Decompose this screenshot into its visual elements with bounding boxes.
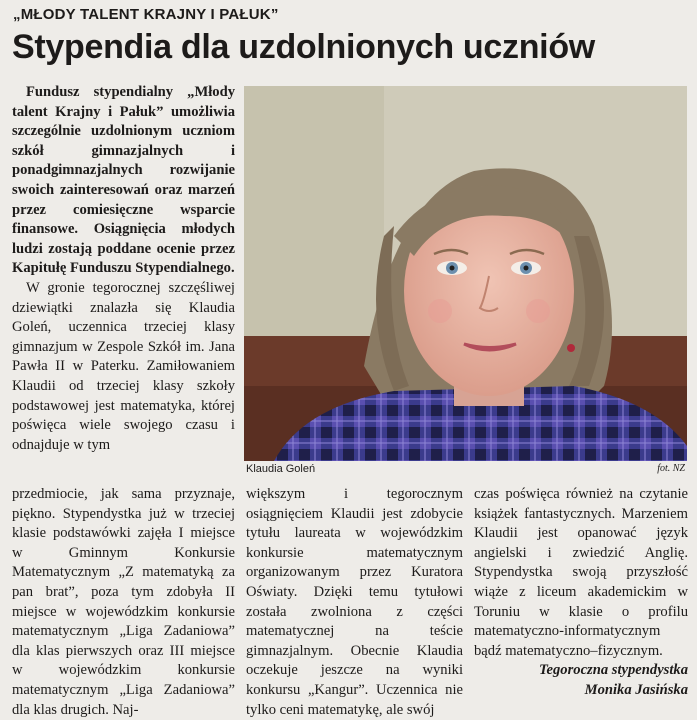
- body-paragraph-column-2: większym i tegorocznym osiągnięciem Klaudii jest zdobycie tytułu laureata w wojewódzkim konkursie matematycznym organizowanym przez Kuratora Oświaty. Dzięki temu tytułowi została zwolniona z części matematycznej na teście gimnazjalnym. Obecnie Klaudia oczekuje jeszcze na wyniki konkursu „Kangur”. Uczennica nie tylko ceni matematykę, ale swój: [246, 486, 463, 718]
- byline-title: Tegoroczna stypendystka: [538, 662, 688, 679]
- kicker: „MŁODY TALENT KRAJNY I PAŁUK”: [13, 6, 279, 23]
- body-paragraph: W gronie tegorocznej szczęśliwej dziewiątki znalazła się Klaudia Goleń, uczennica trzeciej klasy gimnazjum w Zespole Szkół im. Jana Pawła II w Paterku. Zamiłowaniem Klaudii od trzeciej klasy szkoły podstawowej jest matematyka, której poświęca wiele swojego czasu i odnajduje w tym: [12, 279, 235, 453]
- column-3: [474, 485, 688, 701]
- column-1-bottom: [12, 485, 235, 720]
- body-paragraph-continued: przedmiocie, jak sama przyznaje, piękno. Stypendystka już w trzeciej klasie podstawówki zajęła I miejsce w Gminnym Konkursie Matematycznym „Z matematyką za pan brat”, poza tym zdobyła II miejsce w wojewódzkim konkursie matematycznym „Liga Zadaniowa” dla klas pierwszych oraz III miejsce w wojewódzkim konkursie matematycznym „Liga Zadaniowa” dla klas drugich. Naj-: [12, 486, 235, 718]
- column-1-top: [12, 83, 235, 455]
- column-2: [246, 485, 463, 720]
- byline-author: Monika Jasińska: [584, 681, 688, 698]
- portrait-illustration: [244, 86, 687, 461]
- lead-paragraph: Fundusz stypendialny „Młody talent Krajny i Pałuk” umożliwia szczególnie uzdolnionym uczniom szkół gimnazjalnych i ponadgimnazjalnych rozwijanie swoich zainteresowań oraz marzeń przez comiesięczne wsparcie finansowe. Osiągnięcia młodych ludzi zostają poddane ocenie przez Kapitułę Funduszu Stypendialnego.: [12, 84, 235, 277]
- photo-credit: fot. NZ: [657, 463, 685, 474]
- photo-caption: Klaudia Goleń: [246, 463, 316, 475]
- portrait-photo: [244, 86, 687, 461]
- headline: Stypendia dla uzdolnionych uczniów: [12, 28, 595, 66]
- body-paragraph-column-3: czas poświęca również na czytanie książek fantastycznych. Marzeniem Klaudii jest opanować język angielski i zwiedzić Anglię. Stypendystka swoją przyszłość wiąże z liceum akademickim w Toruniu w klasie o profilu matematyczno-informatycznym bądź matematyczno–fizycznym.: [474, 486, 688, 659]
